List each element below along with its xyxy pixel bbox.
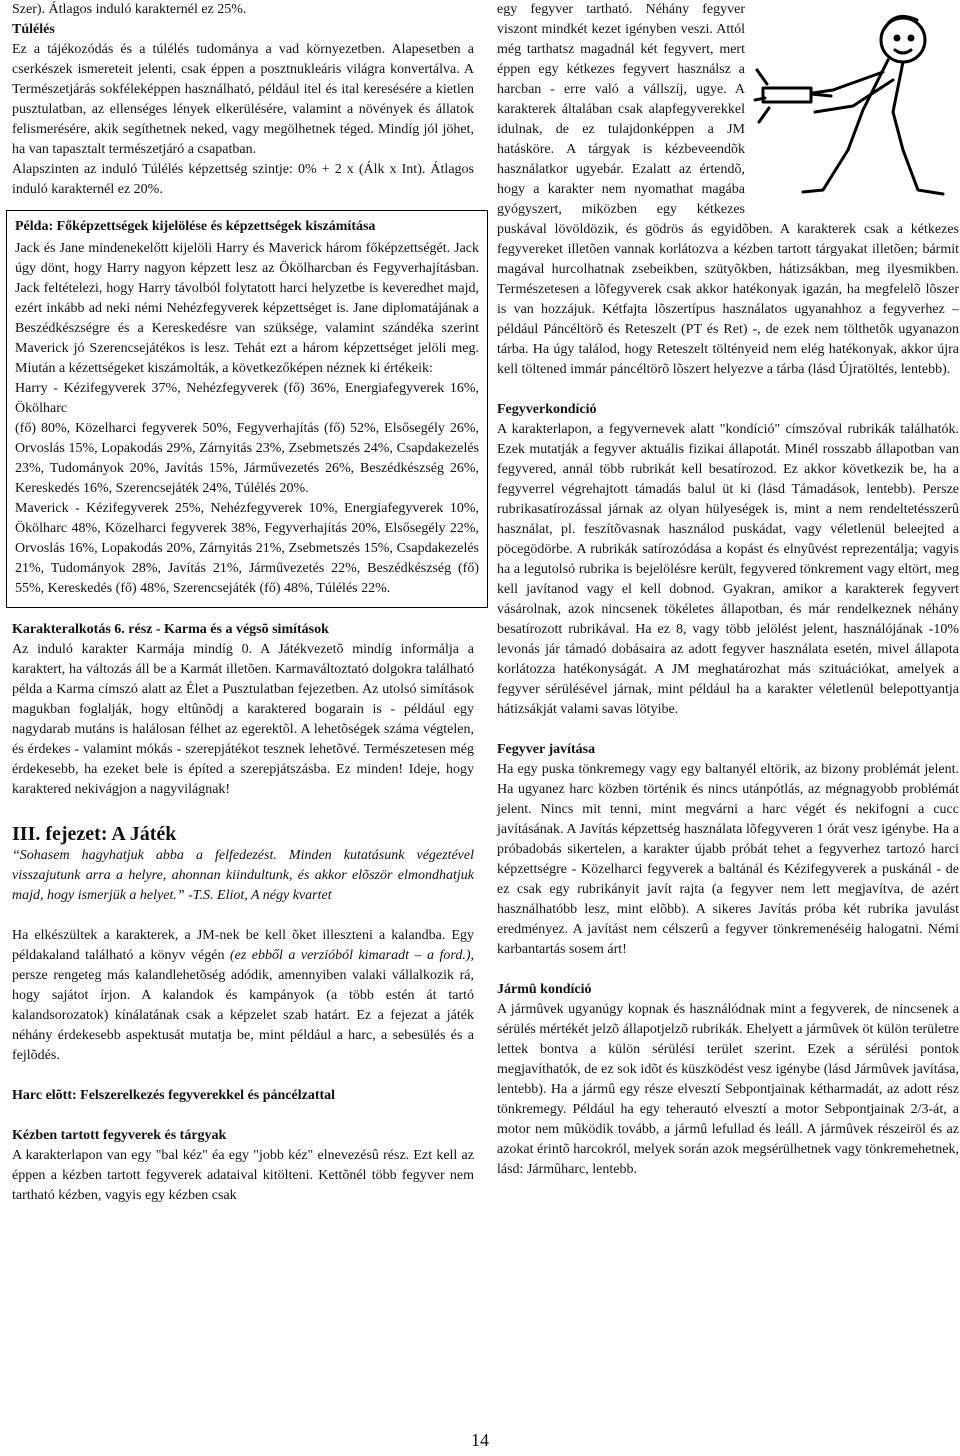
- section-heading-held-items: Kézben tartott fegyverek és tárgyak: [12, 1128, 227, 1143]
- paragraph-held-items-cont: egy fegyver tartható. Néhány fegyver viszont mindkét kezet igényben veszi. Attól még tarthatsz magadnál két fegyvert, mert éppen egy kétkezes fegyvert használsz a harcban - erre való a vállszíj, ugye. A karakterek általában csak alapfegyverekkel idulnak, de ez tulajdonképpen a JM hatásköre. A tárgyak is kézbeveendõk használatkor ugyebár. Ezalatt az értendõ, hogy a karakter nem nyomathat magába gyógyszert, miközben egy kétkezes puskával lövöldözik, és gödrös ás egyidõben. A karakterek csak a kétkezes fegyvereket illetõen vannak korlátozva a kézben tartott tárgyakat illetõen; bármit magával hurcolhatnak zsebeikben, szütyõkben, hátizsákban, meg ilyesmikben. Természetesen a lõfegyverek csak akkor hatékonyak igazán, ha megfelelõ lõszer is van hozzájuk. Kétfajta lõszertípus használatos ugyanahhoz a fegyverhez – például Páncéltörõ és Reteszelt (PT és Ret) -, de ezek nem tölthetõk ugyanazon tárba. Ha úgy találod, hogy Reteszelt töltényeid nem elég hatékonyak, akkor újra kell töltened immár páncéltörõ lõszert helyezve a tárba (lásd Újratöltés, lentebb).: [497, 2, 959, 377]
- right-column: [497, 0, 959, 1180]
- section-heading-weapon-repair: Fegyver javítása: [497, 742, 596, 757]
- harry-skills-cont: (fő) 80%, Közelharci fegyverek 50%, Fegyverhajítás (fő) 52%, Elsősegély 26%, Orvoslás 15%, Lopakodás 29%, Zárnyitás 23%, Zsebmetszés 24%, Csapdakezelés 23%, Tudományok 20%, Javítás 15%, Járművezetés 26%, Beszédkészség 26%, Kereskedés 16%, Szerencsejáték 24%, Túlélés 20%.: [15, 421, 479, 496]
- section-heading-weapon-condition: Fegyverkondíció: [497, 402, 597, 417]
- vault-boy-illustration-icon: [753, 0, 960, 214]
- paragraph-vehicle-condition: A jármûvek ugyanúgy kopnak és használódnak mint a fegyverek, de nincsenek a sérülés mértékét jelzõ állapotjelzõ rubrikák. Ehelyett a jármûvek öt külön területre lettek bontva a külön sérülési terület szerint. Ezek a sérülési pontok megjavíthatók, de ez sok idõt és küszködést vesz igénybe (lásd Jármûvek javítása, lentebb). Ha a jármû egy része elvesztí Sebpontjainak kétharmadát, az adott rész tönkremegy. Például ha egy teherautó elvesztí a motor Sebpontjainak 2/3-át, a motor nem mûködik tovább, a jármû lefullad és leáll. A jármûvek részeiröl és az azokat érintõ harcokról, melyek során azok megsérülhetnek vagy tönkremehetnek, lásd: Jármûharc, lentebb.: [497, 1002, 959, 1177]
- epigraph: [12, 846, 474, 906]
- paragraph-intro: Szer). Átlagos induló karakternél ez 25%.: [12, 2, 247, 17]
- paragraph-weapon-condition: A karakterlapon, a fegyvernevek alatt "kondíció" címszóval rubrikák találhatók. Ezek mutatják a fegyver aktuális fizikai állapotát. Minél rosszabb állapotban van fegyvered, annál több rubrikát kell besatírozod. Ez akkor következik be, ha a fegyverrel végrehajtott támadás balul üt ki (lásd Támadások, lentebb). Persze rubrikasatírozással járnak az olyan hülyeségek is, mint a nem rendeltetésszerû használat, pl. feszítõvasnak használod puskádat, vagy véletlenül beleejted a pöcegödörbe. A rubrikák satírozódása a kopást és elnyûvést reprezentálja; vagyis ha a legutolsó rubrika is bejelölésre került, fegyvered tönkrement vagy eltört, meg kell javítanod vagy el kell dobnod. Gyakran, amikor a karakterek fegyvert vásárolnak, azok nincsenek tökéletes állapotban, és már rendelkeznek néhány besatírozott rubrikával. Ha ez 8, vagy több jelölést jelent, használójának -10% levonás jár támadó dobásaira az adott fegyver használata esetén, mivel állapota korlátozza hatékonyságát. A JM meghatározhat más szituációkat, amelyek a fegyver sérülésével járnak, mint például ha a karakter véletlenül belepottyantja hátizsákját valami savas lötyibe.: [497, 422, 959, 717]
- paragraph-karma: Az induló karakter Karmája mindíg 0. A Játékvezetõ mindíg informálja a karaktert, ha változás áll be a Karmát illetõen. Karmaváltoztató dolgokra található példa a Karma címszó alatt az Élet a Pusztulatban fejezetben. Az utolsó simítások magukban foglalják, hogy eltûnõdj a karaktered bogarain is - például egy nagydarab mutáns is halálosan félhet az egerektõl. A lehetõségek száma végtelen, és érdekes - valamint mókás - szerepjátékot tesznek lehetõvé. Természetesen még érdekesebb, ha ezeket bele is építed a szerepjátszásba. Ez minden! Ideje, hogy karaktered nekivágjon a nagyvilágnak!: [12, 642, 474, 797]
- paragraph-survival-level: Alapszinten az induló Túlélés képzettség szintje: 0% + 2 x (Álk x Int). Átlagos induló karakternél ez 20%.: [12, 162, 474, 197]
- paragraph-game: [12, 926, 474, 1066]
- harry-skills: Harry - Kézifegyverek 37%, Nehézfegyverek (fő) 36%, Energiafegyverek 16%, Ökölharc: [15, 381, 479, 416]
- paragraph-game-a: Ha elkészültek a karakterek, a JM-nek be kell õket illeszteni a kalandba. Egy példakaland található a könyv végén: [12, 928, 474, 963]
- chapter-title: III. fejezet: A Játék: [12, 823, 177, 845]
- example-box-paragraph: Jack és Jane mindenekelőtt kijelöli Harry és Maverick három főképzettségét. Jack úgy dönt, hogy Harry nagyon képzett lesz az Ökölharcban és Fegyverhajításban. Jack feltételezi, hogy Harry távolból folytatott harci helyzetbe is keveredhet majd, ezért inkább ad neki némi Nehézfegyverek képzettséget is. Jane diplomatájának a Beszédkészségre és a Kereskedésre van szüksége, valamint szándéka szerint Maverick jó Szerencsejátékos is lesz. Tehát ezt a három képzettséget jelöli meg. Miután a kézettségeket kiszámolták, a következőképen néznek ki értékeik:: [15, 241, 479, 376]
- quote-open-mark: “: [12, 848, 20, 863]
- paragraph-weapon-repair: Ha egy puska tönkremegy vagy egy baltanyél eltörik, az bizony problémát jelent. Ha ugyanez harc közben történik és nincs utánpótlás, az mégnagyobb problémát jelent. Nincs mit tenni, mint megvárni a harc végét és nekifogni a cucc javításának. A Javítás képzettség használata lõfegyveren 1 órát vesz igénybe. Ha a próbadobás sikertelen, a karakter újabb próbát tehet a fegyverhez tartozó harci képzettségre - Közelharci fegyverek a baltánál és Kézifegyverek a puskánál - de ez csak egy rubrikányit javít rajta (a fegyver nem lett megjavítva, de azért használhatóbb lesz, mint elõbb). A sikeres Javítás próba két rubrika javulást eredményez. A javítást nem célszerû a fegyver tönkremenéséig halogatni. Némi karbantartás sosem árt!: [497, 762, 959, 957]
- example-box-heading: Példa: Főképzettségek kijelölése és képzettségek kiszámítása: [15, 219, 376, 234]
- paragraph-held-items: A karakterlapon van egy "bal kéz" éa egy "jobb kéz" elnevezésû rész. Ezt kell az éppen a kézben tartott fegyverek adataival kitölteni. Kettõnél több fegyver nem tartható kézben, vagyis egy kézben csak: [12, 1148, 474, 1203]
- left-column: [12, 0, 479, 1206]
- translator-note: (ez ebből a verzióból kimaradt – a ford.): [229, 948, 471, 963]
- section-heading-combat-prep: Harc elõtt: Felszerelkezés fegyverekkel és páncélzattal: [12, 1088, 336, 1103]
- epigraph-text: Sohasem hagyhatjuk abba a felfedezést. Minden kutatásunk végeztével visszajutunk arra a helyre, ahonnan kiindultunk, és akkor elõször elmondhatjuk majd, hogy ismerjük a helyet.” -T.S. Eliot, A négy kvartet: [12, 848, 474, 903]
- section-heading-karma: Karakteralkotás 6. rész - Karma és a végsõ simítások: [12, 622, 329, 637]
- maverick-skills: Maverick - Kézifegyverek 25%, Nehézfegyverek 10%, Energiafegyverek 10%, Ökölharc 48%, Közelharci fegyverek 38%, Fegyverhajítás 20%, Elsősegély 22%, Orvoslás 16%, Lopakodás 20%, Zárnyitás 21%, Zsebmetszés 15%, Csapdakezelés 21%, Tudományok 28%, Javítás 21%, Járművezetés 22%, Beszédkészség (fő) 55%, Kereskedés (fő) 48%, Szerencsejáték (fő) 48%, Túlélés 22%.: [15, 501, 479, 596]
- section-heading-survival: Túlélés: [12, 22, 55, 37]
- section-heading-vehicle-condition: Jármû kondíció: [497, 982, 592, 997]
- paragraph-game-b: , persze rengeteg más kalandlehetõség adódik, amennyiben valaki vállalkozik rá, hogy sajátot írjon. A kalandok és kampányok (a több estén át tartó kalandsorozatok) kínálatának csak a képzelet szab határt. Ez a fejezat a játék néhány érdekesebb aspektusát mutatja be, mint például a harc, a sebesülés és a fejlõdés.: [12, 948, 474, 1063]
- example-box: [6, 210, 488, 608]
- page-number: 14: [471, 1430, 489, 1450]
- paragraph-survival: Ez a tájékozódás és a túlélés tudománya a vad környezetben. Alapesetben a cserkészek ismereteit jelenti, csak éppen a posztnukleáris világra konvertálva. A Természetjárás sokféleképpen használható, például itel és ital keresésére a kietlen pusztulatban, az ellenséges lények elkerülésére, valamint a növények és állatok felismerésére, akik segíthetnek neked, vagy megölhetnek téged. Mindíg jól jöhet, ha van tapasztalt természetjáró a csapatban.: [12, 42, 474, 157]
